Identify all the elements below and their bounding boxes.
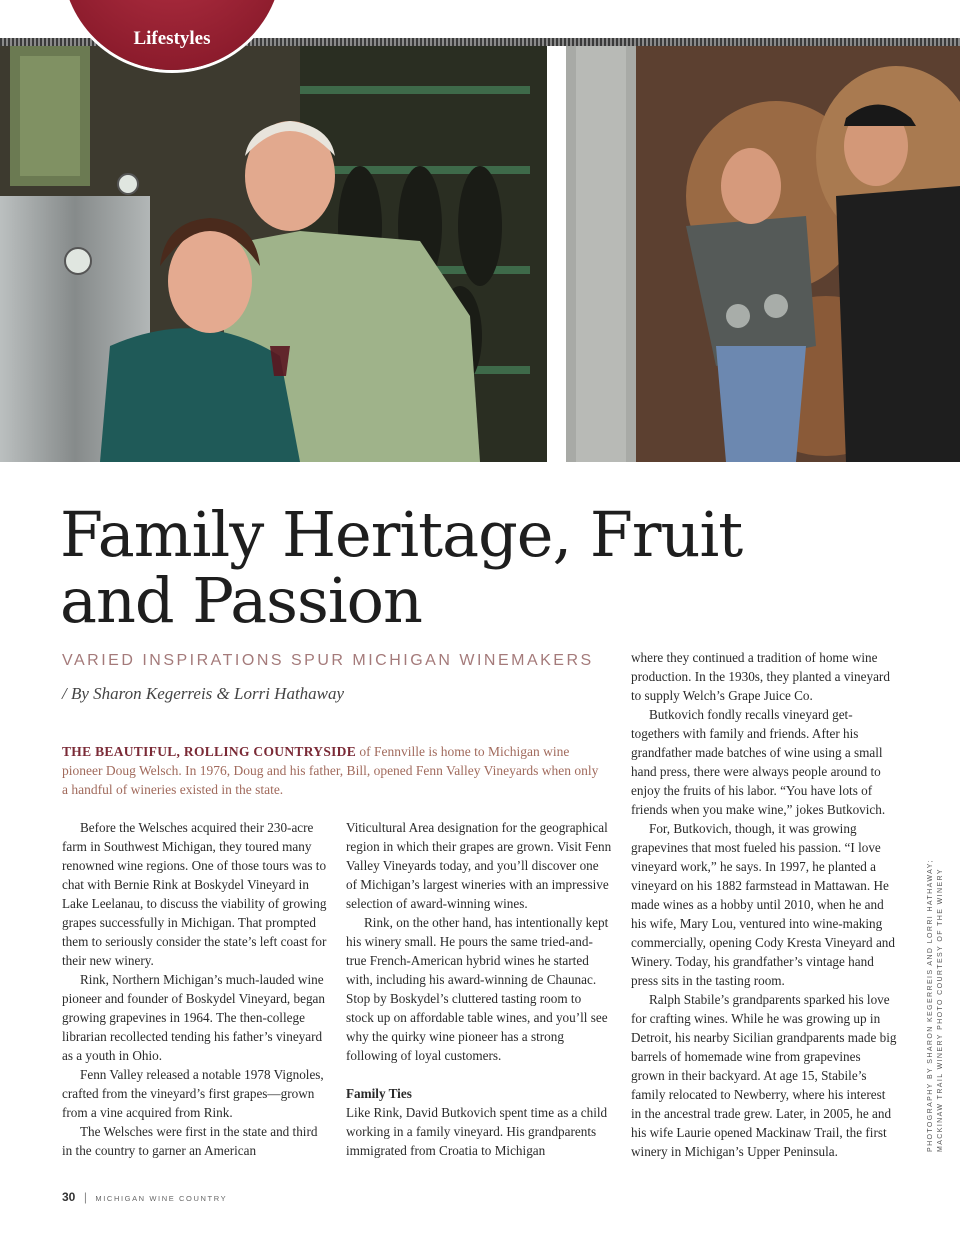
paragraph: Before the Welsches acquired their 230-acre farm in Southwest Michigan, they toured many renowned wine regions. One of those tours was to chat with Bernie Rink at Boskydel Vineyard in Lake Leelanau, to discuss the viability of growing grapes successfully in Michigan. That prompted them to seriously consider the state’s left coast for their new winery. [62,820,327,968]
photo-men-illustration [566,46,960,462]
paragraph: Viticultural Area designation for the geographical region in which their grapes are grown. Visit Fenn Valley Vineyards today, and you’ll discover one of Michigan’s largest wineries with an impressive selection of award-winning wines. [346,820,612,911]
paragraph: For, Butkovich, though, it was growing grapevines that most fueled his passion. “I love vineyard work,” he says. In 1997, he planted a vineyard on his 1882 farmstead in Mattawan. He made wines as a hobby until 2010, when he and his wife, Mary Lou, ventured into wine-making commercially, opening Cody Kresta Vineyard and Winery. Today, his grandfather’s vintage hand press sits in the tasting room. [631,821,895,988]
article-intro [62,742,607,799]
section-heading-family-ties: Family Ties [346,1086,412,1101]
photo-couple-illustration [0,46,547,462]
page-footer [62,1188,227,1206]
paragraph: where they continued a tradition of home wine production. In the 1930s, they planted a vineyard to supply Welch’s Grape Juice Co. [631,650,890,703]
paragraph: Rink, Northern Michigan’s much-lauded wine pioneer and founder of Boskydel Vineyard, began growing grapevines in 1964. The then-college librarian recollected tending his father’s vineyard as a youth in Ohio. [62,972,326,1063]
paragraph: Fenn Valley released a notable 1978 Vignoles, crafted from the vineyard’s first grapes—grown from a vine acquired from Rink. [62,1067,324,1120]
title-line-2: and Passion [60,564,422,637]
article-column-1 [62,818,328,1160]
paragraph: Rink, on the other hand, has intentionally kept his winery small. He pours the same tried-and-true French-American hybrid wines he started with, including his award-winning de Chaunac. Stop by Boskydel’s cluttered tasting room to stock up on affordable table wines, and you’ll see why the quirky wine pioneer has a strong following of loyal customers. [346,915,609,1063]
paragraph: Ralph Stabile’s grandparents sparked his love for crafting wines. While he was growing up in Detroit, his nearby Sicilian grandparents made big barrels of homemade wine from grapevines grown in their backyard. At age 15, Stabile’s family relocated to Newberry, where his interest in the ancestral trade grew. Later, in 2005, he and his wife Laurie opened Mackinaw Trail, the first winery in Michigan’s Upper Peninsula. [631,992,897,1159]
title-line-1: Family Heritage, Fruit [60,498,743,571]
footer-separator: | [83,1190,87,1204]
article-subtitle: VARIED INSPIRATIONS SPUR MICHIGAN WINEMAKERS [62,652,594,669]
credit-line-1: PHOTOGRAPHY BY SHARON KEGERREIS AND LORRI HATHAWAY; [927,859,934,1152]
article-title [60,498,760,637]
credit-line-2: MACKINAW TRAIL WINERY PHOTO COURTESY OF THE WINERY [937,868,944,1152]
article-byline: / By Sharon Kegerreis & Lorri Hathaway [62,684,345,703]
intro-text: of Fennville is home to Michigan wine pioneer Doug Welsch. In 1976, Doug and his father, Bill, opened Fenn Valley Vineyards when only a handful of wineries existed in the state. [62,744,599,797]
photo-men-with-barrels [566,46,960,462]
article-column-2 [346,818,612,1160]
magazine-name: MICHIGAN WINE COUNTRY [95,1194,228,1203]
photo-couple-in-winery [0,46,547,462]
section-label: Lifestyles [133,28,211,49]
paragraph: The Welsches were first in the state and third in the country to garner an American [62,1124,318,1158]
photo-credit [926,832,946,1152]
page-number: 30 [62,1190,76,1204]
paragraph: Butkovich fondly recalls vineyard get-togethers with family and friends. After his grandfather made batches of wine using a small hand press, there were always people around to enjoy the fruits of his labor. “You have lots of friends when you make wine,” jokes Butkovich. [631,707,886,817]
article-column-3 [631,648,897,1161]
paragraph: Like Rink, David Butkovich spent time as a child working in a family vineyard. His grandparents immigrated from Croatia to Michigan [346,1105,608,1158]
intro-lead: THE BEAUTIFUL, ROLLING COUNTRYSIDE [62,744,357,759]
